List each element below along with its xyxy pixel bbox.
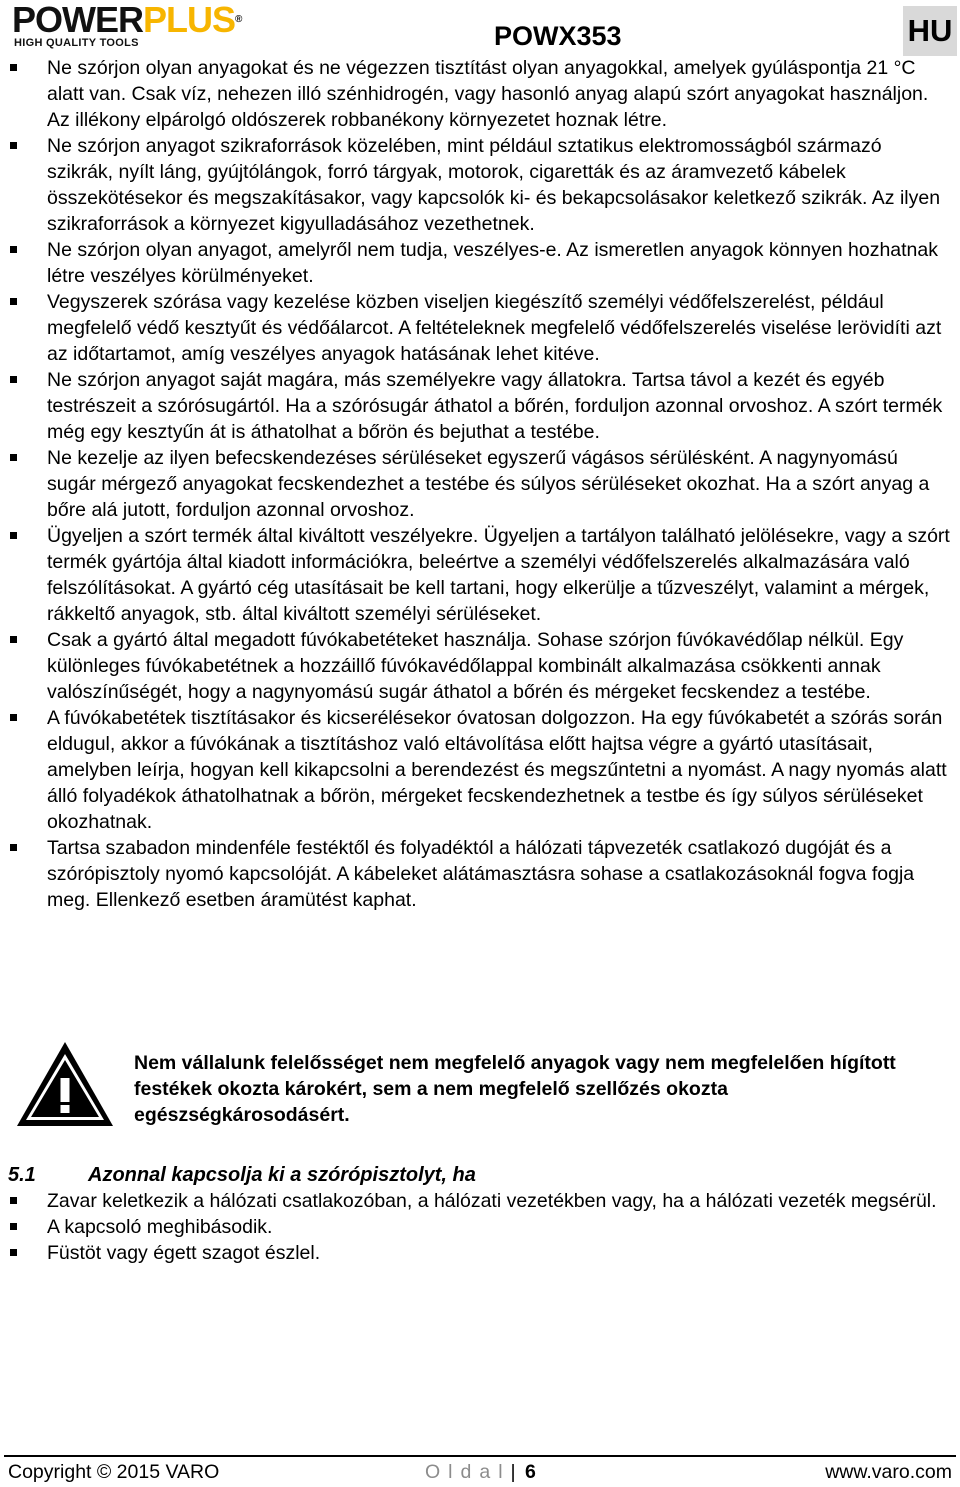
square-bullet-icon bbox=[10, 64, 17, 71]
page-indicator bbox=[425, 1459, 536, 1485]
square-bullet-icon bbox=[10, 298, 17, 305]
square-bullet-icon bbox=[10, 376, 17, 383]
section-title: Azonnal kapcsolja ki a szórópisztolyt, ha bbox=[88, 1164, 476, 1186]
list-item bbox=[0, 289, 960, 367]
list-item-text: Zavar keletkezik a hálózati csatlakozóban, a hálózati vezetékben vagy, ha a hálózati vezeték megsérül. bbox=[47, 1190, 937, 1212]
model-number: POWX353 bbox=[494, 21, 622, 51]
list-item bbox=[0, 133, 960, 237]
list-item bbox=[0, 367, 960, 445]
square-bullet-icon bbox=[10, 1223, 17, 1230]
brand-tagline: HIGH QUALITY TOOLS bbox=[14, 37, 139, 49]
section-number: 5.1 bbox=[8, 1164, 36, 1186]
list-item-text: Füstöt vagy égett szagot észlel. bbox=[47, 1242, 321, 1264]
copyright-text: Copyright © 2015 VARO bbox=[8, 1461, 220, 1483]
list-item-text: Ne szórjon olyan anyagot, amelyről nem tudja, veszélyes-e. Az ismeretlen anyagok könnyen hozhatnak létre veszélyes körülményeket. bbox=[47, 239, 938, 287]
list-item bbox=[0, 1240, 960, 1266]
square-bullet-icon bbox=[10, 1249, 17, 1256]
page-separator: | bbox=[510, 1461, 516, 1483]
safety-instructions bbox=[0, 55, 960, 913]
list-item bbox=[0, 627, 960, 705]
square-bullet-icon bbox=[10, 844, 17, 851]
page-number: 6 bbox=[525, 1461, 536, 1483]
square-bullet-icon bbox=[10, 636, 17, 643]
square-bullet-icon bbox=[10, 714, 17, 721]
brand-logo bbox=[12, 0, 282, 49]
warning-triangle-icon bbox=[15, 1040, 115, 1130]
square-bullet-icon bbox=[10, 532, 17, 539]
section-list bbox=[0, 1188, 960, 1266]
list-item-text: A fúvókabetétek tisztításakor és kicserélésekor óvatosan dolgozzon. Ha egy fúvókabetét a szórás során eldugul, akkor a fúvókának a tisztításhoz való eltávolítása előtt hajtsa végre a gyártó utasításait, amelyben leírja, hogyan kell kikapcsolni a berendezést és megszűntetni a nyomást. A nagy nyomás alatt álló folyadékok áthatolhatnak a bőrön, mérgeket fecskendezhetnek a testbe és így súlyos sérüléseket okozhatnak. bbox=[47, 707, 947, 833]
list-item-text: Ügyeljen a szórt termék által kiváltott veszélyekre. Ügyeljen a tartályon található jelölésekre, vagy a szórt termék gyártója által kiadott információkra, beleértve a személyi védőfelszerelés alkalmazására való felszólításokat. A gyártó cég utasításait be kell tartani, hogy elkerülje a tűzveszélyt, valamint a mérgek, rákkeltő anyagok, stb. által kiváltott személyi sérüléseket. bbox=[47, 525, 950, 625]
list-item-text: Ne kezelje az ilyen befecskendezéses sérüléseket egyszerű vágásos sérülésként. A nagynyomású sugár mérgező anyagokat fecskendezhet a testébe és súlyos sérüléseket okozhat. Ha a szórt anyag a bőre alá jutott, forduljon azonnal orvoshoz. bbox=[47, 447, 930, 521]
list-item bbox=[0, 705, 960, 835]
website-link[interactable]: www.varo.com bbox=[825, 1461, 952, 1483]
list-item bbox=[0, 523, 960, 627]
list-item bbox=[0, 55, 960, 133]
list-item bbox=[0, 445, 960, 523]
footer-divider bbox=[4, 1455, 956, 1457]
list-item bbox=[0, 1214, 960, 1240]
square-bullet-icon bbox=[10, 1197, 17, 1204]
page-label: Oldal bbox=[425, 1461, 511, 1483]
list-item-text: Tartsa szabadon mindenféle festéktől és folyadéktól a hálózati tápvezeték csatlakozó dugóját és a szórópisztoly nyomó kapcsolóját. A kábeleket alátámasztásra sohase a csatlakozásoknál fogva fogja meg. Ellenkező esetben áramütést kaphat. bbox=[47, 837, 915, 911]
shutdown-condition-list bbox=[0, 1188, 960, 1266]
language-badge: HU bbox=[903, 6, 957, 56]
list-item-text: A kapcsoló meghibásodik. bbox=[47, 1216, 273, 1238]
warning-notice bbox=[0, 1040, 960, 1140]
square-bullet-icon bbox=[10, 454, 17, 461]
brand-wordmark: POWERPLUS® bbox=[12, 0, 242, 40]
list-item-text: Ne szórjon anyagot saját magára, más személyekre vagy állatokra. Tartsa távol a kezét és egyéb testrészeit a szórósugártól. Ha a szórósugár áthatol a bőrén, forduljon azonnal orvoshoz. A szórt termék még egy kesztyűn át is áthatolhat a bőrön és bejuthat a testébe. bbox=[47, 369, 943, 443]
list-item bbox=[0, 237, 960, 289]
safety-bullet-list bbox=[0, 55, 960, 913]
list-item-text: Vegyszerek szórása vagy kezelése közben viseljen kiegészítő személyi védőfelszerelést, például megfelelő védő kesztyűt és védőálarcot. A feltételeknek megfelelő védőfelszerelés viselése lerövidíti azt az időtartamot, amíg veszélyes anyagok hatásának lehet kitéve. bbox=[47, 291, 942, 365]
warning-text: Nem vállalunk felelősséget nem megfelelő anyagok vagy nem megfelelően hígított festékek okozta károkért, sem a nem megfelelő szellőzés okozta egészségkárosodásért. bbox=[134, 1052, 896, 1126]
section-heading bbox=[8, 1162, 476, 1188]
square-bullet-icon bbox=[10, 246, 17, 253]
list-item bbox=[0, 835, 960, 913]
square-bullet-icon bbox=[10, 142, 17, 149]
list-item bbox=[0, 1188, 960, 1214]
page-footer bbox=[0, 1459, 960, 1487]
list-item-text: Ne szórjon anyagot szikraforrások közelében, mint például sztatikus elektromosságból származó szikrák, nyílt láng, gyújtólángok, forró tárgyak, motorok, cigaretták és az áramvezető kábelek összekötésekor és megszakításakor, vagy kapcsolók ki- és bekapcsolásakor keletkező szikrák. Az ilyen szikraforrások a környezet kigyulladásához vezethetnek. bbox=[47, 135, 941, 235]
list-item-text: Csak a gyártó által megadott fúvókabetéteket használja. Sohase szórjon fúvókavédőlap nélkül. Egy különleges fúvókabetétnek a hozzáillő fúvókavédőlappal kombinált alkalmazása csökkenti annak valószínűségét, hogy a nagynyomású sugár áthatol a bőrén és mérgeket fecskendez a testébe. bbox=[47, 629, 904, 703]
list-item-text: Ne szórjon olyan anyagokat és ne végezzen tisztítást olyan anyagokkal, amelyek gyúláspontja 21 °C alatt van. Csak víz, nehezen illó szénhidrogén, vagy hasonló anyag alapú szórt anyagokat használjon. Az illékony elpárolgó oldószerek robbanékony környezetet hoznak létre. bbox=[47, 57, 929, 131]
